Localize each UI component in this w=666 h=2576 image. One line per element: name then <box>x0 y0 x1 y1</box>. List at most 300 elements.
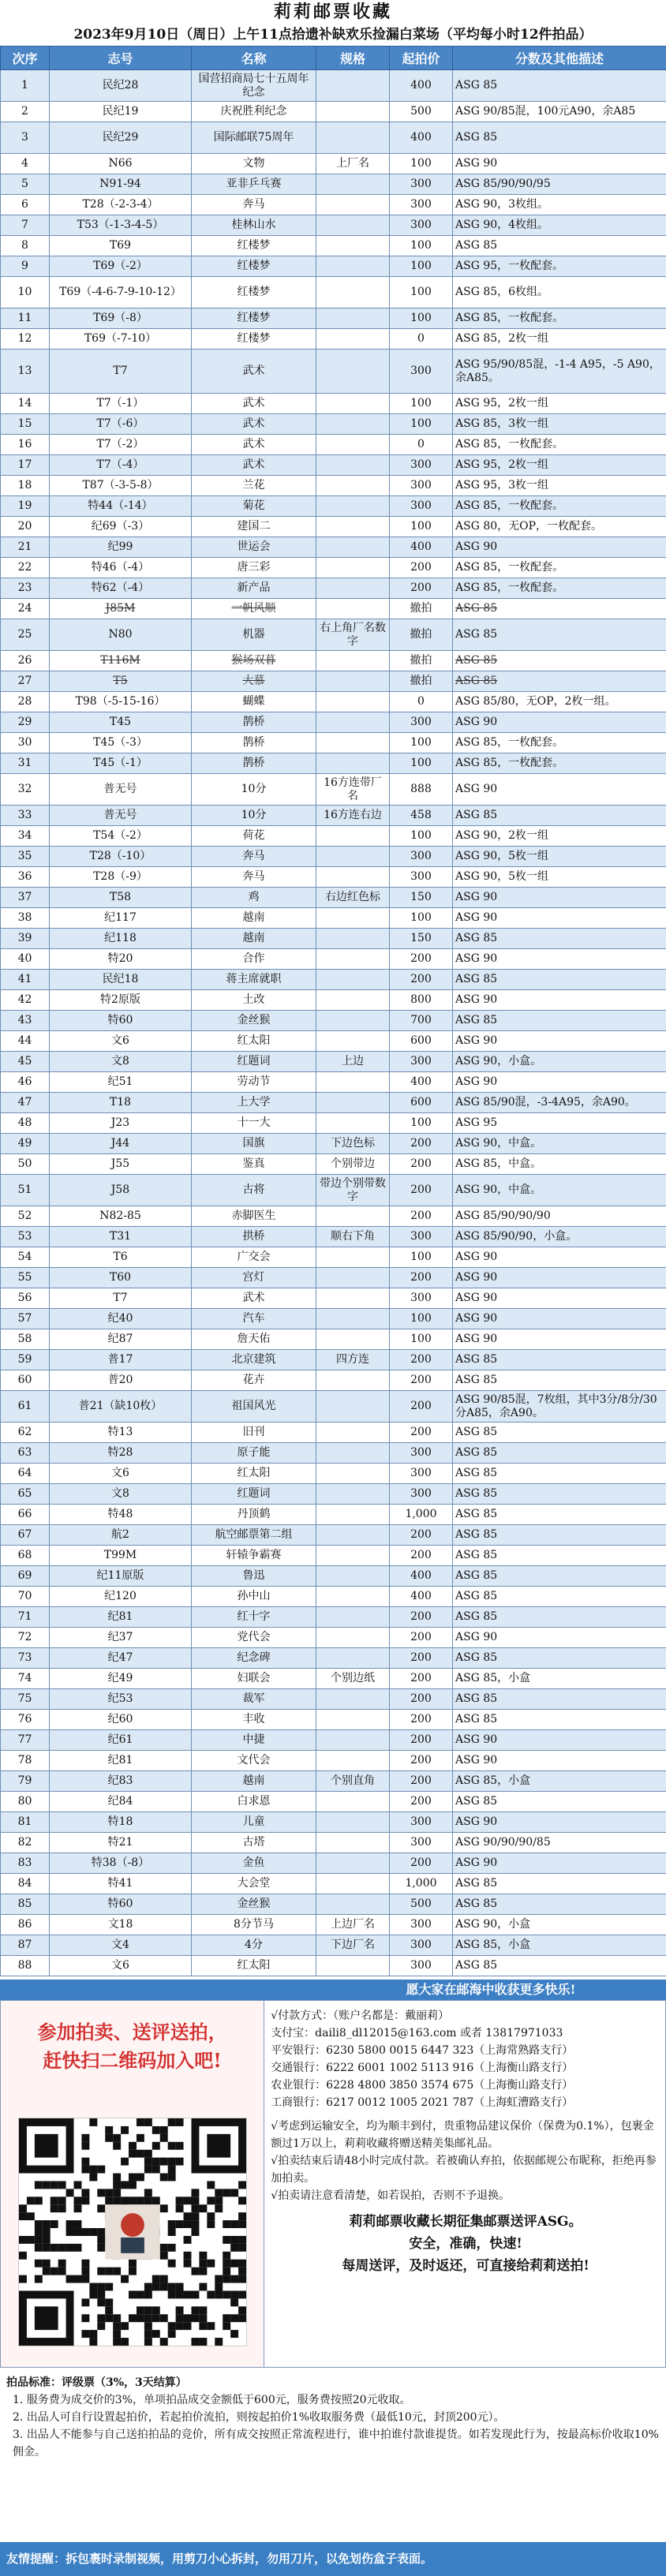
lot-desc-cell: ASG 85，小盒 <box>453 1669 666 1689</box>
lot-name-cell: 旧刊 <box>192 1423 316 1443</box>
lot-spec-cell <box>316 1011 390 1031</box>
lot-code-cell: T69（-7-10） <box>50 329 192 350</box>
lot-no-cell: 3 <box>1 122 50 154</box>
lot-name-cell: 红楼梦 <box>192 277 316 308</box>
lot-code-cell: 特60 <box>50 1894 192 1915</box>
payment-panel <box>264 2001 665 2367</box>
lot-spec-cell <box>316 1247 390 1268</box>
table-row <box>1 1154 666 1175</box>
lot-code-cell: T87（-3-5-8） <box>50 476 192 496</box>
lot-price-cell: 200 <box>390 1628 453 1648</box>
lot-price-cell: 200 <box>390 1154 453 1175</box>
table-row <box>1 1350 666 1370</box>
lot-price-cell: 888 <box>390 774 453 806</box>
lot-desc-cell: ASG 85 <box>453 970 666 990</box>
lot-spec-cell <box>316 1546 390 1566</box>
lot-price-cell: 200 <box>390 1669 453 1689</box>
lot-spec-cell <box>316 1648 390 1669</box>
lot-desc-cell: ASG 85 <box>453 1505 666 1525</box>
lot-price-cell: 300 <box>390 1956 453 1976</box>
lot-no-cell: 45 <box>1 1052 50 1072</box>
lot-name-cell: 原子能 <box>192 1443 316 1464</box>
payment-heading: √付款方式：（账户名都是：戴丽莉） <box>271 2010 450 2022</box>
lot-code-cell: 纪47 <box>50 1648 192 1669</box>
lot-no-cell: 87 <box>1 1935 50 1956</box>
lot-price-cell: 撤拍 <box>390 651 453 671</box>
lot-spec-cell: 个别直角 <box>316 1771 390 1792</box>
lot-price-cell: 600 <box>390 1093 453 1113</box>
lot-code-cell: 民纪18 <box>50 970 192 990</box>
lot-code-cell: 特46（-4） <box>50 558 192 578</box>
lot-name-cell: 越南 <box>192 929 316 949</box>
lot-code-cell: 民纪28 <box>50 70 192 102</box>
tagline-section <box>271 2211 660 2277</box>
lot-price-cell: 200 <box>390 1751 453 1771</box>
lot-name-cell: 中捷 <box>192 1730 316 1751</box>
lot-price-cell: 400 <box>390 1072 453 1093</box>
lot-desc-cell: ASG 85，小盒 <box>453 1935 666 1956</box>
lot-spec-cell: 下边色标 <box>316 1134 390 1154</box>
lot-spec-cell <box>316 308 390 329</box>
lot-code-cell: 特21 <box>50 1833 192 1853</box>
lot-spec-cell <box>316 1833 390 1853</box>
lot-desc-cell: ASG 85 <box>453 1484 666 1505</box>
table-row <box>1 236 666 256</box>
lot-price-cell: 200 <box>390 1689 453 1710</box>
lot-price-cell: 200 <box>390 1268 453 1288</box>
table-row <box>1 774 666 806</box>
col-header-desc: 分数及其他描述 <box>453 47 666 70</box>
lot-name-cell: 鸡 <box>192 888 316 908</box>
table-row <box>1 102 666 122</box>
lot-spec-cell <box>316 496 390 517</box>
lot-code-cell: 纪99 <box>50 537 192 558</box>
table-row <box>1 1792 666 1812</box>
lot-spec-cell <box>316 949 390 970</box>
table-row <box>1 888 666 908</box>
lot-desc-cell: ASG 90，小盒 <box>453 1915 666 1935</box>
lot-spec-cell <box>316 1072 390 1093</box>
lot-code-cell: 纪51 <box>50 1072 192 1093</box>
lot-desc-cell: ASG 95，2枚一组 <box>453 394 666 414</box>
note-shipping: √考虑到运输安全，均为顺丰到付，贵重物品建议保价（保费为0.1%），包裹金额过1万以上，莉莉收藏将赠送精美集邮礼品。 <box>271 2120 654 2150</box>
lot-spec-cell <box>316 558 390 578</box>
lot-price-cell: 200 <box>390 1350 453 1370</box>
lot-code-cell: T98（-5-15-16） <box>50 692 192 712</box>
lot-code-cell: 文6 <box>50 1031 192 1052</box>
lot-desc-cell: ASG 90 <box>453 1072 666 1093</box>
lot-price-cell: 300 <box>390 496 453 517</box>
table-row <box>1 1227 666 1247</box>
lot-code-cell: T45 <box>50 712 192 733</box>
lot-desc-cell: ASG 85/90/90/95 <box>453 174 666 195</box>
lot-name-cell: 金鱼 <box>192 1853 316 1874</box>
lot-desc-cell: ASG 85/90/90/90 <box>453 1206 666 1227</box>
lot-name-cell: 鉴真 <box>192 1154 316 1175</box>
lot-spec-cell <box>316 753 390 774</box>
lot-no-cell: 15 <box>1 414 50 435</box>
table-row <box>1 847 666 867</box>
lot-price-cell: 800 <box>390 990 453 1011</box>
lot-no-cell: 50 <box>1 1154 50 1175</box>
table-row <box>1 1812 666 1833</box>
lot-name-cell: 鹊桥 <box>192 712 316 733</box>
lot-spec-cell: 16方连带厂名 <box>316 774 390 806</box>
lot-code-cell: T69（-8） <box>50 308 192 329</box>
lot-no-cell: 16 <box>1 435 50 455</box>
lot-price-cell: 100 <box>390 826 453 847</box>
note-payment-deadline: √拍卖结束后请48小时完成付款。若被确认弃拍，依据邮规公布昵称，拒绝再参加拍卖。 <box>271 2155 657 2185</box>
lot-spec-cell <box>316 599 390 619</box>
lot-code-cell: 特2原版 <box>50 990 192 1011</box>
lot-name-cell: 红太阳 <box>192 1464 316 1484</box>
lot-desc-cell: ASG 90 <box>453 1288 666 1309</box>
lot-spec-cell: 个别边纸 <box>316 1669 390 1689</box>
table-row <box>1 558 666 578</box>
rules-section <box>0 2368 666 2461</box>
table-row <box>1 1648 666 1669</box>
lot-name-cell: 武术 <box>192 394 316 414</box>
lot-desc-cell: ASG 85 <box>453 1587 666 1607</box>
lot-name-cell: 拱桥 <box>192 1227 316 1247</box>
lot-price-cell: 撤拍 <box>390 619 453 651</box>
table-row <box>1 1935 666 1956</box>
lot-price-cell: 200 <box>390 1730 453 1751</box>
lot-name-cell: 上大学 <box>192 1093 316 1113</box>
lot-no-cell: 5 <box>1 174 50 195</box>
table-row <box>1 1288 666 1309</box>
lot-price-cell: 600 <box>390 1031 453 1052</box>
lot-price-cell: 100 <box>390 1309 453 1329</box>
lot-no-cell: 22 <box>1 558 50 578</box>
table-row <box>1 712 666 733</box>
lot-price-cell: 400 <box>390 1587 453 1607</box>
lot-spec-cell <box>316 215 390 236</box>
lot-desc-cell: ASG 95 <box>453 1113 666 1134</box>
lot-price-cell: 100 <box>390 277 453 308</box>
lot-code-cell: J58 <box>50 1175 192 1206</box>
lot-desc-cell: ASG 90/85混，100元A90，余A85 <box>453 102 666 122</box>
tagline-line-2: 安全，准确，快速! <box>409 2236 522 2252</box>
lot-no-cell: 65 <box>1 1484 50 1505</box>
lot-no-cell: 20 <box>1 517 50 537</box>
lot-no-cell: 66 <box>1 1505 50 1525</box>
lot-no-cell: 10 <box>1 277 50 308</box>
lot-code-cell: 特41 <box>50 1874 192 1894</box>
lot-name-cell: 菊花 <box>192 496 316 517</box>
table-row <box>1 826 666 847</box>
lot-name-cell: 大慕 <box>192 671 316 692</box>
lot-desc-cell: ASG 90/90/90/85 <box>453 1833 666 1853</box>
lot-no-cell: 59 <box>1 1350 50 1370</box>
lot-no-cell: 27 <box>1 671 50 692</box>
table-row <box>1 1247 666 1268</box>
table-row <box>1 1309 666 1329</box>
lot-name-cell: 红楼梦 <box>192 256 316 277</box>
lot-spec-cell: 下边厂名 <box>316 1935 390 1956</box>
table-row <box>1 1956 666 1976</box>
qr-code-icon[interactable] <box>18 2118 247 2346</box>
lot-price-cell: 500 <box>390 1894 453 1915</box>
lot-code-cell: 文8 <box>50 1484 192 1505</box>
lot-no-cell: 71 <box>1 1607 50 1628</box>
lot-price-cell: 200 <box>390 1853 453 1874</box>
payment-section <box>271 2007 660 2111</box>
lot-spec-cell <box>316 195 390 215</box>
lot-code-cell: 纪60 <box>50 1710 192 1730</box>
table-row <box>1 1915 666 1935</box>
lot-code-cell: T18 <box>50 1093 192 1113</box>
table-row <box>1 1853 666 1874</box>
table-row <box>1 414 666 435</box>
lot-name-cell: 丹顶鹤 <box>192 1505 316 1525</box>
payment-line-abc: 农业银行：6228 4800 3850 3574 675（上海衡山路支行） <box>271 2079 574 2092</box>
table-row <box>1 350 666 394</box>
lot-no-cell: 36 <box>1 867 50 888</box>
lot-code-cell: T6 <box>50 1247 192 1268</box>
table-row <box>1 394 666 414</box>
lot-code-cell: 文4 <box>50 1935 192 1956</box>
lot-code-cell: 特38（-8） <box>50 1853 192 1874</box>
lot-code-cell: 纪84 <box>50 1792 192 1812</box>
col-header-price: 起拍价 <box>390 47 453 70</box>
table-row <box>1 1689 666 1710</box>
lot-spec-cell <box>316 174 390 195</box>
table-row <box>1 1072 666 1093</box>
lot-name-cell: 妇联会 <box>192 1669 316 1689</box>
lot-no-cell: 56 <box>1 1288 50 1309</box>
lot-price-cell: 100 <box>390 753 453 774</box>
lot-desc-cell: ASG 85 <box>453 1566 666 1587</box>
table-row <box>1 1268 666 1288</box>
lot-code-cell: T28（-2-3-4） <box>50 195 192 215</box>
lot-name-cell: 机器 <box>192 619 316 651</box>
lot-spec-cell <box>316 1464 390 1484</box>
table-row <box>1 154 666 174</box>
lot-spec-cell <box>316 929 390 949</box>
lot-desc-cell: ASG 85，一枚配套。 <box>453 435 666 455</box>
lot-desc-cell: ASG 90 <box>453 908 666 929</box>
table-row <box>1 1423 666 1443</box>
lot-desc-cell: ASG 85 <box>453 671 666 692</box>
lot-code-cell: T69（-4-6-7-9-10-12） <box>50 277 192 308</box>
lot-desc-cell: ASG 85，中盒。 <box>453 1154 666 1175</box>
lot-name-cell: 宫灯 <box>192 1268 316 1288</box>
lot-name-cell: 蒋主席就职 <box>192 970 316 990</box>
table-row <box>1 1566 666 1587</box>
lot-spec-cell <box>316 70 390 102</box>
lot-name-cell: 红题词 <box>192 1052 316 1072</box>
lot-code-cell: 航2 <box>50 1525 192 1546</box>
lot-no-cell: 63 <box>1 1443 50 1464</box>
lot-no-cell: 34 <box>1 826 50 847</box>
lot-desc-cell: ASG 85 <box>453 806 666 826</box>
lot-no-cell: 49 <box>1 1134 50 1154</box>
lot-spec-cell: 个别带边 <box>316 1154 390 1175</box>
lot-spec-cell <box>316 1443 390 1464</box>
lot-desc-cell: ASG 90，2枚一组 <box>453 826 666 847</box>
lot-desc-cell: ASG 90 <box>453 1853 666 1874</box>
lot-code-cell: 纪53 <box>50 1689 192 1710</box>
lot-no-cell: 33 <box>1 806 50 826</box>
lot-code-cell: 纪69（-3） <box>50 517 192 537</box>
lot-no-cell: 61 <box>1 1391 50 1423</box>
lot-code-cell: T45（-3） <box>50 733 192 753</box>
table-row <box>1 1134 666 1154</box>
lot-desc-cell: ASG 85 <box>453 1546 666 1566</box>
banner <box>0 1980 666 2000</box>
lot-price-cell: 458 <box>390 806 453 826</box>
lot-spec-cell <box>316 517 390 537</box>
lot-price-cell: 300 <box>390 215 453 236</box>
table-row <box>1 1093 666 1113</box>
lot-price-cell: 300 <box>390 1915 453 1935</box>
lot-code-cell: 普21（缺10枚） <box>50 1391 192 1423</box>
lot-name-cell: 金丝猴 <box>192 1011 316 1031</box>
lot-no-cell: 40 <box>1 949 50 970</box>
lot-price-cell: 300 <box>390 1833 453 1853</box>
lot-desc-cell: ASG 85 <box>453 651 666 671</box>
lot-spec-cell <box>316 990 390 1011</box>
rule-line-1: 1. 服务费为成交价的3%，单项拍品成交金额低于600元，服务费按照20元收取。 <box>13 2394 411 2406</box>
table-row <box>1 1771 666 1792</box>
lot-no-cell: 74 <box>1 1669 50 1689</box>
lot-name-cell: 武术 <box>192 1288 316 1309</box>
lot-no-cell: 79 <box>1 1771 50 1792</box>
lot-name-cell: 大会堂 <box>192 1874 316 1894</box>
lot-code-cell: T7 <box>50 350 192 394</box>
lot-price-cell: 150 <box>390 929 453 949</box>
lot-price-cell: 200 <box>390 970 453 990</box>
rules-heading: 拍品标准：评级票（3%，3天结算） <box>6 2376 187 2389</box>
lot-price-cell: 700 <box>390 1011 453 1031</box>
lot-spec-cell <box>316 1587 390 1607</box>
lot-price-cell: 300 <box>390 174 453 195</box>
lot-desc-cell: ASG 95，3枚一组 <box>453 476 666 496</box>
lot-spec-cell <box>316 1484 390 1505</box>
lot-name-cell: 武术 <box>192 455 316 476</box>
lot-spec-cell <box>316 1710 390 1730</box>
table-row <box>1 277 666 308</box>
lot-code-cell: T7（-1） <box>50 394 192 414</box>
lot-no-cell: 83 <box>1 1853 50 1874</box>
lot-desc-cell: ASG 85 <box>453 1525 666 1546</box>
promo-line-2: 赶快扫二维码加入吧! <box>43 2049 222 2072</box>
lot-spec-cell <box>316 826 390 847</box>
lot-price-cell: 300 <box>390 847 453 867</box>
lot-spec-cell <box>316 102 390 122</box>
lot-spec-cell: 右上角厂名数字 <box>316 619 390 651</box>
lot-price-cell: 300 <box>390 1464 453 1484</box>
table-row <box>1 1730 666 1751</box>
lot-desc-cell: ASG 85 <box>453 1792 666 1812</box>
table-row <box>1 1052 666 1072</box>
lot-no-cell: 51 <box>1 1175 50 1206</box>
lot-no-cell: 73 <box>1 1648 50 1669</box>
lot-name-cell: 越南 <box>192 908 316 929</box>
lot-no-cell: 29 <box>1 712 50 733</box>
lot-name-cell: 航空邮票第二组 <box>192 1525 316 1546</box>
lot-price-cell: 200 <box>390 1525 453 1546</box>
lot-spec-cell <box>316 1505 390 1525</box>
lot-code-cell: T69 <box>50 236 192 256</box>
lot-price-cell: 300 <box>390 1227 453 1247</box>
table-row <box>1 1443 666 1464</box>
lot-spec-cell <box>316 712 390 733</box>
lot-name-cell: 亚非乒乓赛 <box>192 174 316 195</box>
lot-price-cell: 100 <box>390 236 453 256</box>
lot-no-cell: 19 <box>1 496 50 517</box>
lot-name-cell: 奔马 <box>192 867 316 888</box>
table-row <box>1 599 666 619</box>
lot-code-cell: 特28 <box>50 1443 192 1464</box>
lot-name-cell: 一帆风顺 <box>192 599 316 619</box>
lot-desc-cell: ASG 85，6枚组。 <box>453 277 666 308</box>
lot-spec-cell <box>316 1853 390 1874</box>
lot-name-cell: 詹天佑 <box>192 1329 316 1350</box>
lot-spec-cell <box>316 1206 390 1227</box>
lot-price-cell: 300 <box>390 867 453 888</box>
lot-price-cell: 400 <box>390 537 453 558</box>
payment-line-pingan: 平安银行：6230 5800 0015 6447 323（上海常熟路支行） <box>271 2044 574 2057</box>
lot-price-cell: 300 <box>390 455 453 476</box>
lot-name-cell: 10分 <box>192 774 316 806</box>
lot-name-cell: 丰收 <box>192 1710 316 1730</box>
lot-name-cell: 轩辕争霸赛 <box>192 1546 316 1566</box>
lot-code-cell: J44 <box>50 1134 192 1154</box>
lot-desc-cell: ASG 90 <box>453 1031 666 1052</box>
lot-desc-cell: ASG 85 <box>453 122 666 154</box>
lot-desc-cell: ASG 85 <box>453 1011 666 1031</box>
lot-price-cell: 0 <box>390 435 453 455</box>
lot-no-cell: 80 <box>1 1792 50 1812</box>
lot-desc-cell: ASG 90 <box>453 1751 666 1771</box>
lot-price-cell: 300 <box>390 350 453 394</box>
table-row <box>1 1011 666 1031</box>
lot-no-cell: 41 <box>1 970 50 990</box>
lot-price-cell: 200 <box>390 1175 453 1206</box>
lot-name-cell: 武术 <box>192 350 316 394</box>
lot-desc-cell: ASG 90 <box>453 1268 666 1288</box>
lot-name-cell: 北京建筑 <box>192 1350 316 1370</box>
lot-code-cell: 纪61 <box>50 1730 192 1751</box>
lot-name-cell: 庆祝胜利纪念 <box>192 102 316 122</box>
table-row <box>1 174 666 195</box>
lot-name-cell: 蝴蝶 <box>192 692 316 712</box>
lot-code-cell: T28（-10） <box>50 847 192 867</box>
lot-name-cell: 建国二 <box>192 517 316 537</box>
lot-spec-cell <box>316 394 390 414</box>
lot-spec-cell <box>316 1370 390 1391</box>
lot-no-cell: 1 <box>1 70 50 102</box>
lot-code-cell: T7 <box>50 1288 192 1309</box>
lot-name-cell: 桂林山水 <box>192 215 316 236</box>
table-row <box>1 619 666 651</box>
lot-no-cell: 88 <box>1 1956 50 1976</box>
notes-section <box>271 2118 660 2204</box>
lot-price-cell: 200 <box>390 949 453 970</box>
lot-name-cell: 鹊桥 <box>192 733 316 753</box>
lot-spec-cell: 带边个别带数字 <box>316 1175 390 1206</box>
lot-code-cell: 特48 <box>50 1505 192 1525</box>
lot-desc-cell: ASG 85 <box>453 1710 666 1730</box>
lot-code-cell: 特18 <box>50 1812 192 1833</box>
lot-price-cell: 100 <box>390 908 453 929</box>
lot-spec-cell <box>316 970 390 990</box>
lot-spec-cell: 上边厂名 <box>316 1915 390 1935</box>
table-row <box>1 867 666 888</box>
lot-code-cell: 纪81 <box>50 1607 192 1628</box>
